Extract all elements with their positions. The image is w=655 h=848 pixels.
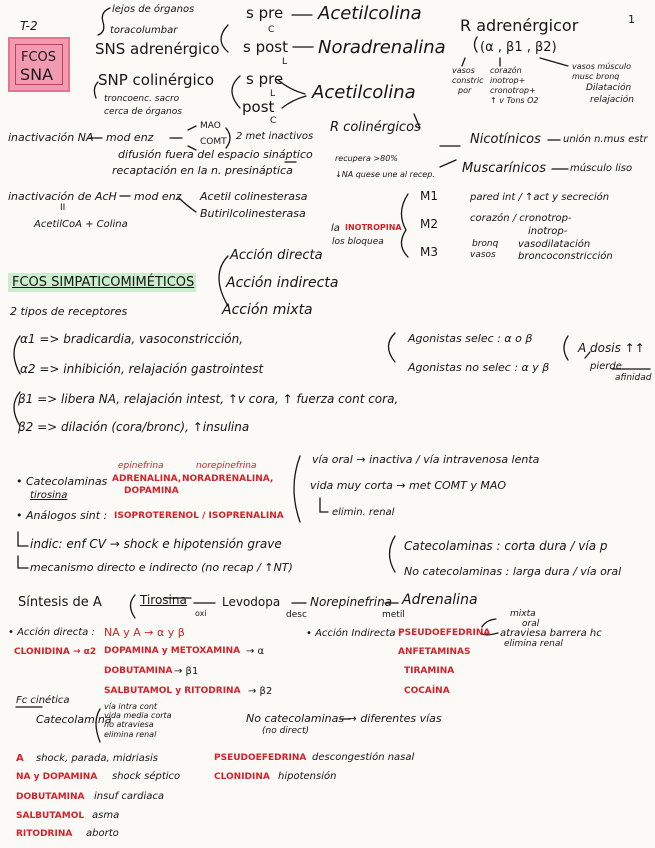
- m1-label: M1: [420, 189, 438, 203]
- recupera: recupera >80%: [335, 154, 398, 163]
- uso-clo: CLONIDINA: [214, 772, 270, 782]
- accion-directa-text: Acción directa :: [17, 627, 95, 638]
- agonistas-pierde: pierde: [590, 361, 622, 372]
- ai-anfetaminas: ANFETAMINAS: [398, 647, 471, 657]
- receptor-b2: β2 => dilación (cora/bronc), ↑insulina: [18, 420, 250, 434]
- muscarinicos-desc: músculo liso: [570, 163, 633, 174]
- sns-toraco: toracolumbar: [110, 25, 178, 36]
- fc-item-1: vía intra cont: [104, 702, 158, 711]
- r-b1-2: inotrop+: [490, 76, 526, 85]
- sintesis-label: Síntesis de A: [18, 595, 102, 610]
- los-bloquea: los bloquea: [332, 237, 384, 247]
- sintesis-metil: metil: [382, 610, 405, 620]
- fc-nocatecol: No catecolaminas → diferentes vías: [246, 712, 442, 725]
- m2-desc-2: inotrop-: [528, 226, 568, 237]
- fc-item-3: no atraviesa: [104, 720, 154, 729]
- r-b1-1: corazón: [490, 66, 522, 75]
- uso-sal: SALBUTAMOL: [16, 811, 85, 821]
- catecol-tirosina: tirosina: [30, 490, 68, 501]
- accion-indirecta-label: • Acción Indirecta :: [306, 628, 403, 639]
- receptor-a2: α2 => inhibición, relajación gastrointest: [20, 362, 264, 376]
- uso-pse: PSEUDOEFEDRINA: [214, 753, 307, 763]
- fc-title: Fc cinética: [16, 695, 70, 706]
- ai-elimina: elimina renal: [504, 639, 563, 649]
- butirilcolinesterasa: Butirilcolinesterasa: [200, 207, 306, 220]
- sintesis-nore: Norepinefrina: [310, 595, 393, 609]
- nocatecol-duracion: No catecolaminas : larga dura / vía oral: [404, 565, 622, 578]
- m1-desc: pared int / ↑act y secreción: [470, 192, 610, 203]
- catecolaminas-label: • Catecolaminas: [16, 475, 108, 488]
- uso-dob-desc: insuf cardiaca: [94, 791, 164, 802]
- inact-na-label: inactivación NA: [8, 131, 94, 144]
- ai-tiramina: TIRAMINA: [404, 666, 455, 676]
- tipos-receptores: 2 tipos de receptores: [10, 305, 128, 318]
- uso-na: NA y DOPAMINA: [16, 772, 98, 782]
- sintesis-adrenalina: Adrenalina: [402, 592, 478, 608]
- sns-lejos: lejos de órganos: [112, 4, 195, 15]
- r-alpha-3: por: [458, 86, 472, 95]
- sns-pre-nt: Acetilcolina: [318, 3, 422, 24]
- uso-na-desc: shock séptico: [112, 771, 181, 782]
- agonistas-noselec: Agonistas no selec : α y β: [408, 361, 550, 374]
- nicotinicos: Nicotínicos: [470, 132, 541, 147]
- m2-desc-1: corazón / cronotrop-: [470, 213, 572, 224]
- muscarinicos: Muscarínicos: [462, 161, 547, 176]
- sns-pre: s pre: [246, 4, 284, 22]
- uso-pse-desc: descongestión nasal: [312, 752, 415, 763]
- na-une: ↓NA quese une al recep.: [335, 170, 435, 179]
- uso-a-desc: shock, parada, midriasis: [36, 753, 158, 764]
- dopamina: DOPAMINA: [124, 486, 179, 496]
- sns-post: s post: [243, 38, 288, 56]
- fc-catecolamina: Catecolamina: [36, 713, 112, 726]
- snp-label: SNP colinérgico: [98, 71, 215, 89]
- title-box: [8, 37, 70, 92]
- accion-mixta: Acción mixta: [222, 302, 313, 318]
- sns-post-nt: Noradrenalina: [318, 37, 446, 58]
- sns-post-sub: L: [282, 57, 288, 67]
- catecol-duracion: Catecolaminas : corta dura / vía p: [404, 539, 608, 553]
- adrenalina: ADRENALINA,: [112, 474, 182, 484]
- snp-pre-sub: L: [270, 89, 276, 99]
- uso-sal-desc: asma: [92, 810, 120, 821]
- title-box-line1: FCOS: [21, 50, 57, 65]
- snp-post-sub: C: [270, 116, 277, 126]
- uso-clo-desc: hipotensión: [278, 771, 337, 782]
- mecanismo: mecanismo directo e indirecto (no recap / ↑NT): [30, 561, 293, 574]
- inact-ach-label: inactivación de AcH: [8, 190, 117, 203]
- snp-post: post: [242, 98, 275, 116]
- r-adren-types: (α , β1 , β2): [480, 40, 557, 55]
- uso-a: A: [16, 753, 24, 764]
- norepinefrina: norepinefrina: [196, 461, 257, 471]
- ai-cocaina: COCAÍNA: [404, 686, 450, 696]
- analogos-label: • Análogos sint :: [16, 509, 108, 522]
- ai-pseudo: PSEUDOEFEDRINA: [398, 628, 491, 638]
- r-b1-3: cronotrop+: [490, 86, 536, 95]
- accion-indirecta-text: Acción Indirecta :: [315, 628, 403, 639]
- r-b2-2: musc bronq: [572, 72, 620, 81]
- ad-row1: NA y A → α y β: [104, 626, 185, 639]
- via-oral: vía oral → inactiva / vía intravenosa lenta: [312, 453, 540, 466]
- ad-row4a: SALBUTAMOL y RITODRINA: [104, 686, 241, 696]
- snp-tronco: troncoenc. sacro: [104, 94, 180, 104]
- inact-met: 2 met inactivos: [236, 131, 314, 142]
- ai-atraviesa: atraviesa barrera hc: [500, 628, 602, 639]
- m3-org-1: bronq: [472, 239, 499, 249]
- agonistas-dosis: A dosis ↑↑: [578, 341, 645, 355]
- agonistas-afinidad: afinidad: [615, 373, 652, 383]
- ad-row2b: → α: [246, 646, 265, 657]
- title-box-line2: SNA: [20, 65, 54, 84]
- snp-cerca: cerca de órganos: [104, 107, 182, 117]
- m2-label: M2: [420, 217, 438, 231]
- m3-desc-1: vasodilatación: [518, 239, 591, 250]
- nicotinicos-desc: unión n.mus estr: [563, 134, 648, 145]
- sintesis-oxi: oxi: [195, 609, 207, 618]
- catecolaminas-text: Catecolaminas: [26, 475, 108, 488]
- analogos-text: Análogos sint :: [26, 509, 108, 522]
- uso-rit-desc: aborto: [86, 828, 119, 839]
- r-b1-4: ↑ v Tons O2: [490, 96, 539, 105]
- sintesis-desc: desc: [286, 610, 307, 620]
- r-alpha-1: vasos: [452, 66, 475, 75]
- uso-rit: RITODRINA: [16, 829, 73, 839]
- accion-indirecta: Acción indirecta: [226, 275, 339, 291]
- ad-row3b: → β1: [174, 666, 199, 677]
- m3-desc-2: broncoconstricción: [518, 251, 613, 262]
- acetilcolinesterasa: Acetil colinesterasa: [200, 190, 308, 203]
- r-b2-1: vasos músculo: [572, 62, 632, 71]
- uso-dob: DOBUTAMINA: [16, 792, 85, 802]
- elimin-renal: elimin. renal: [332, 507, 395, 518]
- r-colin-title: R colinérgicos: [330, 120, 421, 135]
- epinefrina: epinefrina: [118, 461, 164, 471]
- accion-directa-label: • Acción directa :: [8, 627, 95, 638]
- ad-clonidina: CLONIDINA → α2: [14, 647, 97, 657]
- noradrenalina: NORADRENALINA,: [182, 474, 274, 484]
- isoproterenol: ISOPROTERENOL / ISOPRENALINA: [114, 511, 284, 521]
- inact-ach-enz: mod enz: [134, 190, 182, 203]
- acetilcoa: AcetilCoA + Colina: [34, 219, 128, 230]
- fc-nodirect: (no direct): [262, 726, 310, 736]
- corner-tag: T-2: [20, 19, 38, 33]
- snp-nt: Acetilcolina: [312, 82, 416, 103]
- mao: MAO: [200, 121, 221, 131]
- difusion: difusión fuera del espacio sináptico: [118, 148, 313, 161]
- r-b2-3: Dilatación: [586, 83, 632, 93]
- ai-mixta: mixta: [510, 609, 536, 619]
- fc-item-4: elimina renal: [104, 730, 157, 739]
- inact-na-enz: mod enz: [106, 131, 154, 144]
- ad-row2a: DOPAMINA y METOXAMINA: [104, 646, 241, 656]
- simpaticomimeticos-title: FCOS SIMPATICOMIMÉTICOS: [12, 275, 195, 290]
- m3-label: M3: [420, 245, 438, 259]
- sns-label: SNS adrenérgico: [95, 40, 220, 58]
- sintesis-levodopa: Levodopa: [222, 595, 281, 609]
- m3-org-2: vasos: [470, 250, 496, 260]
- receptor-b1: β1 => libera NA, relajación intest, ↑v cora, ↑ fuerza cont cora,: [18, 392, 399, 406]
- eq-sign: II: [60, 203, 66, 213]
- r-alpha-2: constric: [452, 76, 484, 85]
- r-adren-title: R adrenérgicor: [460, 16, 579, 35]
- comt: COMT: [200, 137, 227, 147]
- ad-row4b: → β2: [248, 686, 273, 697]
- sintesis-tirosina: Tirosina: [140, 593, 187, 607]
- brace-sns-top: [98, 8, 110, 35]
- ad-row3a: DOBUTAMINA: [104, 666, 173, 676]
- indicacion: indic: enf CV → shock e hipotensión grave: [30, 537, 282, 551]
- fc-item-2: vida media corta: [104, 711, 172, 720]
- page-number: 1: [628, 13, 635, 26]
- la-text: la: [331, 223, 340, 234]
- inotropina: INOTROPINA: [345, 223, 402, 232]
- r-b2-4: relajación: [590, 95, 634, 105]
- agonistas-selec: Agonistas selec : α o β: [408, 332, 533, 345]
- sns-pre-sub: C: [268, 25, 275, 35]
- recaptacion: recaptación en la n. presináptica: [112, 164, 293, 177]
- vida-corta: vida muy corta → met COMT y MAO: [310, 479, 507, 492]
- accion-directa: Acción directa: [230, 248, 323, 263]
- snp-pre: s pre: [246, 70, 284, 88]
- receptor-a1: α1 => bradicardia, vasoconstricción,: [20, 332, 244, 346]
- ai-oral: oral: [522, 619, 540, 629]
